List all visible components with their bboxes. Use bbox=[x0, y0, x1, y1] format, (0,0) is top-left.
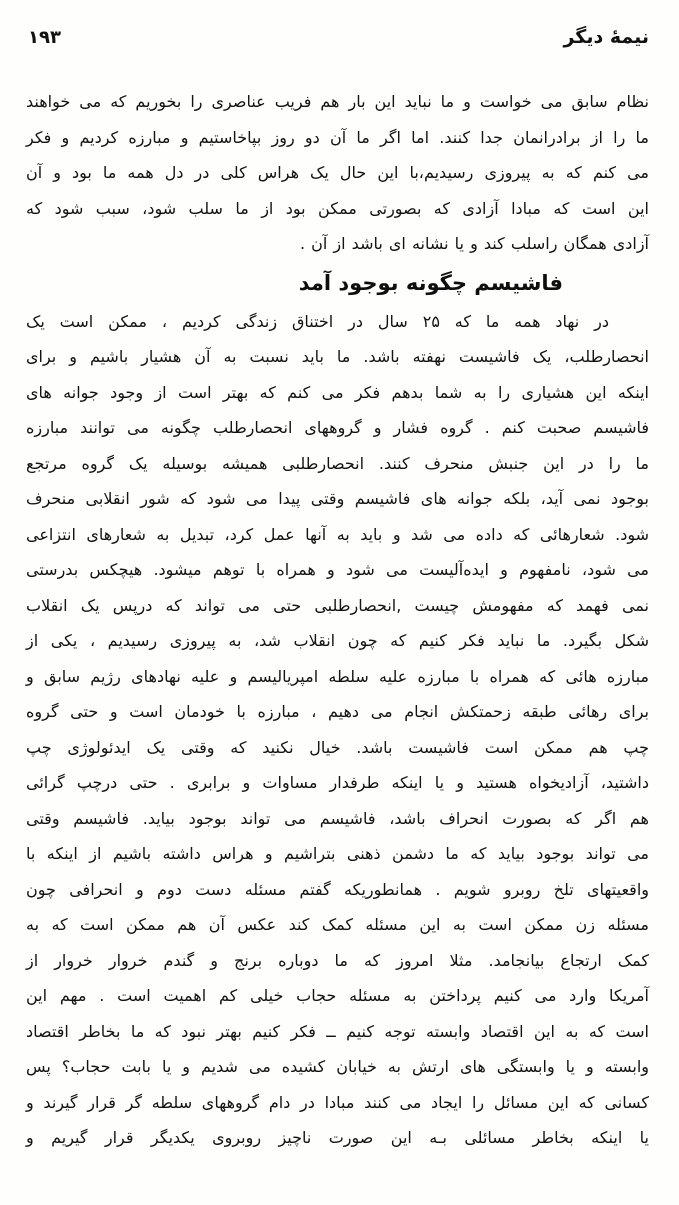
page-header bbox=[28, 26, 649, 48]
text-line: ما را در این جنبش منحرف کنند. انحصارطلبی همیشه بوسیله یک گروه مرتجع bbox=[26, 453, 649, 473]
text-line: آمریکا وارد می کنیم پرداختن به مسئله حجاب خیلی کم اهمیت است . مهم این bbox=[26, 986, 649, 1005]
text-line: می تواند بوجود بیاید که ما دشمن ذهنی بتراشیم و هراس داشته باشیم از اینکه با bbox=[26, 844, 649, 863]
text-line: مسئله زن ممکن است به این مسئله کمک کند عکس آن هم ممکن است که به bbox=[26, 915, 649, 934]
text-line: واقعیتهای تلخ روبرو شویم . همانطوریکه گفتم مسئله دست دوم و انحرافی چون bbox=[26, 879, 649, 899]
text-line: فاشیسم صحبت کنم . گروه فشار و گروههای انحصارطلب چگونه می توانند مبارزه bbox=[26, 418, 649, 437]
text-line: بوجود نمی آید، بلکه جوانه های فاشیسم وقتی پیدا می شود که شور انقلابی منحرف bbox=[26, 489, 649, 508]
text-line: وابسته و یا وابستگی های ارتش به خیابان کشیده می شدیم و یا بابت حجاب؟ پس bbox=[26, 1057, 649, 1076]
section-heading: فاشیسم چگونه بوجود آمد bbox=[298, 270, 563, 295]
text-line: داشتید، آزادیخواه هستید و یا اینکه طرفدار مساوات و برابری . حتی درچپ گرائی bbox=[26, 773, 649, 792]
text-line: نظام سابق می خواست و ما نباید این بار هم فریب عناصری را بخوریم که می خواهند bbox=[26, 92, 649, 111]
text-line: چپ هم ممکن است فاشیست باشد. خیال نکنید که وقتی یک ایدئولوژی چپ bbox=[26, 737, 649, 757]
text-line: است که به این اقتصاد وابسته توجه کنیم ــ فکر کنیم بهتر نبود که ما بخاطر اقتصاد bbox=[26, 1021, 649, 1041]
text-line: کسانی که این مسائل را ایجاد می کنند مبادا در دام گروههای سلطه گر قرار گیرند و bbox=[26, 1092, 649, 1112]
text-line: این است که مبادا آزادی که بصورتی ممکن بود از ما سلب شود، سبب شود که bbox=[26, 198, 649, 218]
running-title: نیمهٔ دیگر bbox=[563, 26, 649, 48]
text-line: نمی فهمد که مفهومش چیست ,انحصارطلبی حتی می تواند که درپس یک انقلاب bbox=[26, 595, 649, 615]
text-line: شود. شعارهائی که داده می شد و باید به آنها عمل کرد، تبدیل به شعارهای انتزاعی bbox=[26, 524, 649, 544]
page-body bbox=[26, 84, 649, 1156]
text-line: انحصارطلب، یک فاشیست نهفته باشد. ما باید نسبت به آن هشیار باشیم و برای bbox=[26, 347, 649, 366]
text-line: می کنم که به پیروزی رسیدیم،با این حال یک هراس کلی در دل همه ما بود و آن bbox=[26, 163, 649, 182]
text-line: ما را از برادرانمان جدا کنند. اما اگر ما آن دو روز بپاخاستیم و مبارزه کردیم و فکر bbox=[26, 127, 649, 147]
page-number: ۱۹۳ bbox=[28, 27, 61, 48]
text-line: اینکه این هشیاری را به شما بدهم فکر می کنم که بهتر است از وجود جوانه های bbox=[26, 382, 649, 402]
text-line: می شود، نامفهوم و ایده‌آلیست می شود و همراه با توهم میشود. هیچکس بدرستی bbox=[26, 560, 649, 579]
text-line: در نهاد همه ما که ۲۵ سال در اختناق زندگی کردیم ، ممکن است یک bbox=[26, 311, 610, 331]
text-line: کمک ارتجاع بیانجامد. مثلا امروز که ما دوباره برنج و گندم خروار خروار از bbox=[26, 950, 649, 970]
text-line: برای رهائی طبقه زحمتکش انجام می دهیم ، مبارزه با خودمان است و حتی گروه bbox=[26, 702, 649, 721]
text-line: شکل بگیرد. ما نباید فکر کنیم که چون انقلاب شد، به پیروزی رسیدیم ، یکی از bbox=[26, 631, 649, 650]
text-line: هم اگر که بصورت انحراف باشد، فاشیسم می تواند بوجود بیاید. فاشیسم وقتی bbox=[26, 808, 649, 828]
text-line: یا اینکه بخاطر مسائلی بـه این صورت ناچیز روبروی یکدیگر قرار گیریم و bbox=[26, 1128, 649, 1147]
text-line: آزادی همگان راسلب کند و یا نشانه ای باشد از آن . bbox=[299, 234, 649, 253]
text-line: مبارزه هائی که همراه با مبارزه علیه سلطه امپریالیسم و علیه نهادهای رژیم سابق و bbox=[26, 666, 649, 686]
